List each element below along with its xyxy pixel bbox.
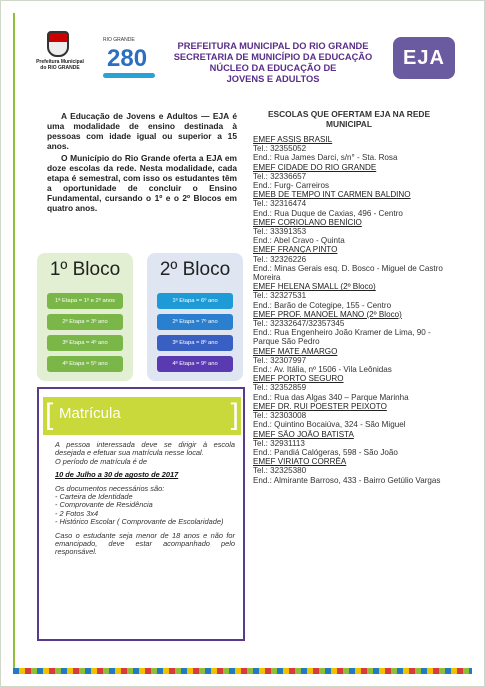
wave-icon [103,73,155,78]
etapa-item: 1ª Etapa = 1º e 2º anos [47,293,123,309]
school-phone: Tel.: 32303008 [253,411,307,421]
school-phone: Tel.: 32352859 [253,383,307,393]
school-entry [253,190,445,218]
school-address: End.: Furg- Carreiros [253,181,330,191]
school-address: End.: Barão de Cotegipe, 155 - Centro [253,300,392,310]
school-address: End.: Pandiá Calógeras, 598 - São João [253,447,398,457]
school-phone: Tel.: 33391353 [253,227,307,237]
school-entry [253,163,445,191]
matricula-box [37,387,245,641]
etapa-item: 3ª Etapa = 8º ano [157,335,233,351]
intro-paragraph: A Educação de Jovens e Adultos — EJA é uma modalidade de ensino destinada à pessoas com idade igual ou superior a 15 anos. [47,111,237,151]
city-seal-icon [47,31,69,57]
matricula-body [55,441,235,562]
school-entry [253,245,445,282]
school-entry [253,218,445,246]
school-entry [253,135,445,163]
school-phone: Tel.: 32307997 [253,355,307,365]
school-name: EMEF DR. RUI POESTER PEIXOTO [253,401,387,411]
prefeitura-logo-label: Prefeitura Municipal do RIO GRANDE [36,59,84,71]
school-address: End.: Almirante Barroso, 433 - Bairro Getúlio Vargas [253,475,441,485]
anniversary-number: 280 [107,45,148,72]
school-name: EMEF PROF. MANOEL MANO (2º Bloco) [253,309,402,319]
header [15,21,471,103]
school-address: End.: Rua das Algas 340 – Parque Marinha [253,392,409,402]
header-title-line: SECRETARIA DE MUNICÍPIO DA EDUCAÇÃO [173,52,373,62]
matricula-header [43,397,241,435]
schools-list [253,109,445,485]
school-name: EMEF HELENA SMALL (2º Bloco) [253,282,376,292]
document-item: - 2 Fotos 3x4 [55,508,99,518]
header-title-line: NÚCLEO DA EDUCAÇÃO DE [209,63,337,73]
document-item: - Histórico Escolar ( Comprovante de Escolaridade) [55,517,224,527]
school-name: EMEF ASSIS BRASIL [253,135,333,144]
matricula-title: Matrícula [59,405,121,422]
bottom-color-stripe [13,668,472,674]
school-entry [253,310,445,347]
school-name: EMEF MATE AMARGO [253,346,338,356]
school-address: End.: Rua Engenheiro João Kramer de Lima, 90 - Parque São Pedro [253,328,431,347]
school-entry [253,430,445,458]
school-entry [253,374,445,402]
school-phone: Tel.: 32332647/32357345 [253,319,345,329]
bracket-right-icon: ] [230,398,239,431]
school-phone: Tel.: 32326226 [253,254,307,264]
school-address: End.: Abel Cravo - Quinta [253,236,345,246]
intro-text [47,111,237,215]
blocos-diagram [37,253,245,383]
school-phone: Tel.: 32336657 [253,171,307,181]
school-entry [253,457,445,485]
matricula-text: A pessoa interessada deve se dirigir à escola desejada e efetuar sua matrícula nesse local. [55,440,235,458]
school-phone: Tel.: 32355052 [253,144,307,154]
anniversary-logo [103,37,155,81]
etapa-item: 4ª Etapa = 9º ano [157,356,233,372]
eja-logo [393,37,455,79]
matricula-paragraph [55,441,235,466]
school-name: EMEF SÃO JOÃO BATISTA [253,429,354,439]
school-phone: Tel.: 32316474 [253,199,307,209]
school-address: End.: Minas Gerais esq. D. Bosco - Miguel de Castro Moreira [253,263,443,283]
bracket-left-icon: [ [45,398,54,431]
school-name: EMEF FRANÇA PINTO [253,245,338,255]
bloco-1-card [37,253,133,381]
matricula-text: O período de matrícula é de [55,456,148,466]
bloco-2-card [147,253,243,381]
school-address: End.: Rua James Darci, s/n° - Sta. Rosa [253,153,398,163]
documents-list [55,485,235,527]
school-name: EMEF VIRIATO CORRÊA [253,457,347,467]
school-name: EMEF CORIOLANO BENÍCIO [253,217,362,227]
school-phone: Tel.: 32931113 [253,438,305,448]
school-name: EMEF CIDADE DO RIO GRANDE [253,162,377,172]
etapa-item: 2ª Etapa = 3º ano [47,314,123,330]
school-entry [253,402,445,430]
anniversary-city-label: RIO GRANDE [103,37,135,43]
school-name: EMEF PORTO SEGURO [253,374,344,384]
bloco-title: 1º Bloco [49,259,121,280]
school-entry [253,347,445,375]
header-title-line: PREFEITURA MUNICIPAL DO RIO GRANDE [177,41,369,51]
document-item: - Comprovante de Residência [55,500,153,510]
document-item: - Carteira de Identidade [55,492,133,502]
etapa-item: 1ª Etapa = 6º ano [157,293,233,309]
school-address: End.: Quintino Bocaiúva, 324 - São Miguel [253,420,406,430]
etapa-item: 2ª Etapa = 7º ano [157,314,233,330]
intro-paragraph: O Município do Rio Grande oferta a EJA em doze escolas da rede. Nesta modalidade, cada etapa é semestral, com isso os estudantes têm a oportunidade de concluir o Ensino Fundamental, cursando o 1º e o 2º Blocos em quatro anos. [47,153,237,213]
matricula-paragraph: Caso o estudante seja menor de 18 anos e não for emancipado, deve estar acompanhado pelo responsável. [55,530,235,557]
school-entry [253,282,445,310]
school-items [253,135,445,485]
school-phone: Tel.: 32325380 [253,466,307,476]
matricula-dates: 10 de Julho a 30 de agosto de 2017 [55,470,179,480]
school-phone: Tel.: 32327531 [253,291,307,301]
schools-title: ESCOLAS QUE OFERTAM EJA NA REDE MUNICIPAL [267,109,431,129]
documents-title: Os documentos necessários são: [55,483,165,493]
etapa-item: 4ª Etapa = 5º ano [47,356,123,372]
header-title-line: JOVENS E ADULTOS [226,74,320,84]
header-titles [161,41,385,85]
school-address: End.: Rua Duque de Caxias, 496 - Centro [253,208,403,218]
school-address: End.: Av. Itália, nº 1506 - Vila Leônidas [253,365,392,375]
etapa-item: 3ª Etapa = 4º ano [47,335,123,351]
eja-logo-text: EJA [403,46,445,69]
bloco-title: 2º Bloco [159,259,231,280]
school-name: EMEB DE TEMPO INT CARMEN BALDINO [253,190,411,200]
left-border-stripe [13,13,15,673]
